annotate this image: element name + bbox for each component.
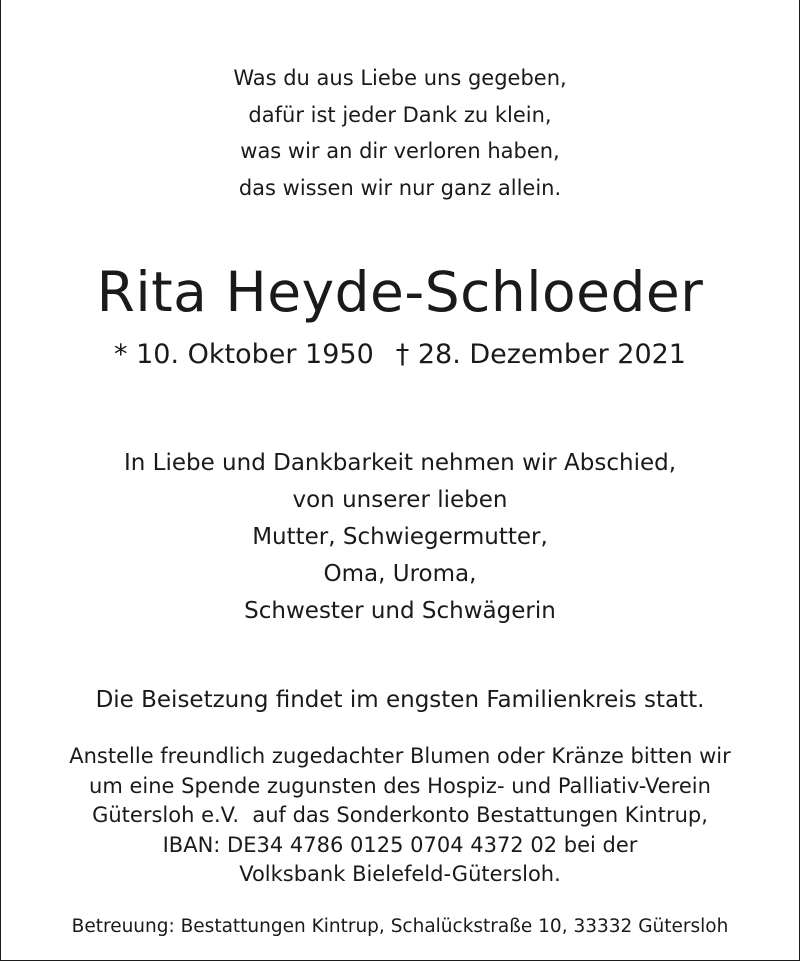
farewell-line: Oma, Uroma,: [323, 561, 477, 587]
deceased-name: Rita Heyde-Schloeder: [96, 260, 704, 324]
life-dates: [0, 335, 800, 375]
death-date: † 28. Dezember 2021: [395, 339, 686, 370]
donation-line: Anstelle freundlich zugedachter Blumen oder Kränze bitten wir: [69, 744, 731, 768]
farewell-line: In Liebe und Dankbarkeit nehmen wir Abschied,: [123, 450, 677, 476]
birth-date: * 10. Oktober 1950: [114, 339, 374, 370]
care-line: Betreuung: Bestattungen Kintrup, Schalückstraße 10, 33332 Gütersloh: [71, 916, 729, 937]
farewell-line: Schwester und Schwägerin: [244, 598, 556, 624]
donation-line: Gütersloh e.V. auf das Sonderkonto Bestattungen Kintrup,: [92, 803, 708, 827]
farewell-text: [0, 445, 800, 630]
farewell-line: Mutter, Schwiegermutter,: [252, 524, 548, 550]
iban-line: IBAN: DE34 4786 0125 0704 4372 02 bei der: [162, 832, 638, 857]
farewell-line: von unserer lieben: [292, 487, 508, 513]
poem-line: das wissen wir nur ganz allein.: [238, 175, 562, 200]
donation-line: Volksbank Bielefeld-Gütersloh.: [239, 862, 561, 886]
donation-request: [0, 742, 800, 890]
poem-line: Was du aus Liebe uns gegeben,: [233, 66, 567, 90]
donation-line: um eine Spende zugunsten des Hospiz- und Palliativ-Verein: [89, 773, 711, 798]
funeral-note: Die Beisetzung findet im engsten Familienkreis statt.: [95, 687, 705, 713]
poem-line: was wir an dir verloren haben,: [240, 139, 560, 163]
poem: [0, 60, 800, 206]
poem-line: dafür ist jeder Dank zu klein,: [248, 102, 552, 127]
